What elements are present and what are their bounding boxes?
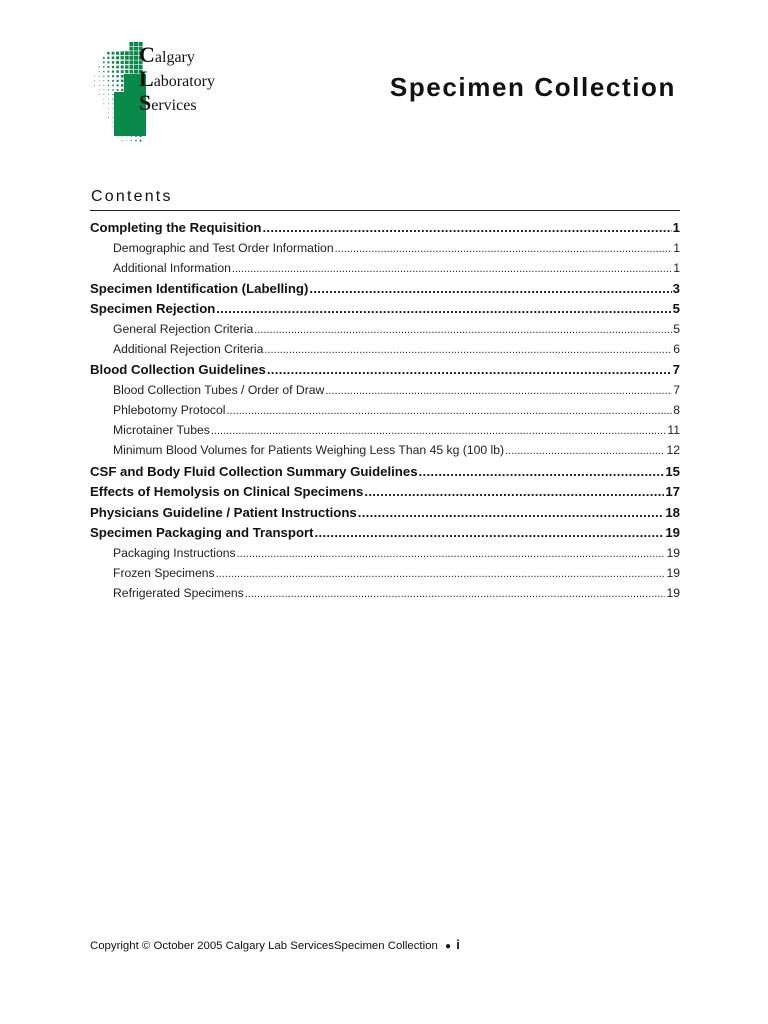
toc-page-number: 1 xyxy=(672,220,680,235)
logo-pixel xyxy=(130,89,133,92)
logo-pixel xyxy=(126,122,127,123)
logo-pixel xyxy=(112,80,114,82)
logo-pixel xyxy=(135,126,137,128)
logo-pixel xyxy=(131,126,133,128)
logo-pixel xyxy=(108,99,109,100)
logo-pixel xyxy=(112,56,115,59)
logo-pixel xyxy=(107,57,109,59)
logo-pixel xyxy=(116,75,118,77)
table-of-contents xyxy=(90,220,680,606)
logo-pixel xyxy=(134,84,138,88)
logo-pixel xyxy=(125,51,129,55)
toc-entry[interactable] xyxy=(90,505,680,526)
toc-leader-dots xyxy=(505,443,665,457)
logo-pixel xyxy=(125,56,129,60)
logo-pixel xyxy=(134,42,138,46)
toc-page-number: 12 xyxy=(666,443,680,458)
toc-page-number: 6 xyxy=(673,342,680,357)
logo-pixel xyxy=(129,65,133,69)
logo-pixel xyxy=(122,131,123,132)
logo-pixel xyxy=(103,103,104,104)
logo-pixel xyxy=(103,66,105,68)
contents-divider xyxy=(90,210,680,211)
logo-pixel xyxy=(99,94,100,95)
logo-pixel xyxy=(99,71,100,72)
toc-subentry[interactable] xyxy=(90,261,680,281)
logo-pixel xyxy=(126,140,127,141)
toc-leader-dots xyxy=(254,322,672,336)
logo-pixel xyxy=(113,108,114,109)
logo-pixel xyxy=(103,99,104,100)
logo-pixel xyxy=(126,93,128,95)
logo-pixel xyxy=(130,79,133,82)
logo-pixel xyxy=(113,117,114,118)
logo-solid-block xyxy=(114,92,126,136)
logo-pixel xyxy=(134,65,138,69)
toc-leader-dots xyxy=(315,525,665,540)
toc-page-number: 8 xyxy=(673,402,680,417)
logo-pixel xyxy=(135,112,137,114)
toc-leader-dots xyxy=(211,423,666,437)
logo-pixel xyxy=(139,121,142,124)
toc-page-number: 18 xyxy=(665,504,680,520)
toc-entry-label: Phlebotomy Protocol xyxy=(113,402,226,417)
logo-pixel xyxy=(108,113,109,114)
logo-pixel xyxy=(103,71,104,72)
logo-pixel xyxy=(121,103,123,105)
logo-pixel xyxy=(122,117,123,118)
logo-pixel xyxy=(113,103,114,104)
toc-page-number: 19 xyxy=(665,525,680,540)
toc-page-number: 3 xyxy=(672,280,680,296)
logo-pixel xyxy=(116,61,119,64)
logo-pixel xyxy=(121,108,123,110)
logo-pixel xyxy=(121,75,124,78)
logo-pixel xyxy=(134,79,138,83)
logo-pixel xyxy=(108,94,109,95)
logo-pixel xyxy=(129,56,133,60)
toc-entry-label: Additional Rejection Criteria xyxy=(113,342,264,357)
logo-pixel xyxy=(112,66,114,68)
logo-pixel xyxy=(122,140,123,141)
logo-pixel xyxy=(117,108,118,109)
toc-entry-label: Blood Collection Guidelines xyxy=(90,362,266,378)
logo-pixel xyxy=(130,70,134,74)
toc-entry-label: Blood Collection Tubes / Order of Draw xyxy=(113,382,325,397)
logo-pixel xyxy=(126,112,128,114)
toc-subentry[interactable] xyxy=(90,383,680,403)
logo-pixel xyxy=(126,136,127,137)
logo-pixel xyxy=(121,70,124,73)
logo-pixel xyxy=(117,122,118,123)
logo-pixel xyxy=(125,65,128,68)
toc-entry-label: Specimen Packaging and Transport xyxy=(90,525,314,540)
logo-pixel xyxy=(117,80,119,82)
logo-pixel xyxy=(113,113,114,114)
logo-pixel xyxy=(129,60,133,64)
logo-pixel xyxy=(108,71,110,73)
toc-leader-dots xyxy=(226,403,672,417)
logo-pixel xyxy=(108,80,109,81)
logo-pixel xyxy=(122,136,123,137)
logo-pixel xyxy=(117,117,118,118)
toc-entry-label: CSF and Body Fluid Collection Summary Guidelines xyxy=(90,463,418,479)
logo-pixel xyxy=(107,52,109,54)
logo-wordmark xyxy=(139,44,215,116)
logo-pixel xyxy=(121,80,124,83)
logo-pixel xyxy=(117,89,119,91)
logo-pixel xyxy=(94,76,95,77)
toc-leader-dots xyxy=(245,586,666,600)
logo-pixel xyxy=(116,52,119,55)
logo-pixel xyxy=(121,94,123,96)
toc-page-number: 17 xyxy=(665,484,680,499)
logo-pixel xyxy=(103,80,104,81)
logo-pixel xyxy=(112,94,113,95)
logo-pixel xyxy=(117,103,118,104)
toc-leader-dots xyxy=(358,505,665,520)
logo-pixel xyxy=(134,60,138,64)
logo-pixel xyxy=(130,98,133,101)
logo-pixel xyxy=(139,126,141,128)
logo-pixel xyxy=(120,51,124,55)
logo-pixel xyxy=(135,135,137,137)
logo-pixel xyxy=(125,84,128,87)
logo-pixel xyxy=(117,136,118,137)
toc-page-number: 7 xyxy=(672,362,680,378)
logo-pixel xyxy=(103,57,105,59)
logo-pixel xyxy=(103,85,104,86)
toc-entry[interactable] xyxy=(90,220,680,241)
toc-leader-dots xyxy=(267,362,672,377)
logo-pixel xyxy=(126,117,128,119)
logo-pixel xyxy=(135,140,136,141)
logo-pixel xyxy=(126,107,128,109)
logo-pixel xyxy=(107,66,109,68)
toc-leader-dots xyxy=(216,301,671,316)
toc-entry-label: General Rejection Criteria xyxy=(113,321,254,336)
logo-pixel xyxy=(113,122,114,123)
toc-page-number: 11 xyxy=(667,423,680,438)
toc-subentry[interactable] xyxy=(90,566,680,586)
toc-subentry[interactable] xyxy=(90,546,680,566)
toc-leader-dots xyxy=(216,566,666,580)
logo-pixel xyxy=(99,66,100,67)
logo-pixel xyxy=(130,112,132,114)
logo-pixel xyxy=(120,56,123,59)
calgary-lab-services-logo xyxy=(88,42,238,148)
toc-entry[interactable] xyxy=(90,525,680,546)
logo-pixel xyxy=(129,47,133,51)
logo-pixel xyxy=(126,126,127,127)
toc-entry-label: Refrigerated Specimens xyxy=(113,585,244,600)
logo-pixel xyxy=(112,75,114,77)
toc-leader-dots xyxy=(364,484,664,499)
logo-line-services: Services xyxy=(139,90,197,115)
logo-pixel xyxy=(108,85,109,86)
toc-entry[interactable] xyxy=(90,281,680,302)
logo-pixel xyxy=(103,90,104,91)
logo-pixel xyxy=(121,84,123,86)
toc-entry-label: Additional Information xyxy=(113,260,231,275)
toc-entry-label: Completing the Requisition xyxy=(90,220,262,235)
logo-pixel xyxy=(108,103,109,104)
logo-pixel xyxy=(130,117,132,119)
logo-pixel xyxy=(126,98,128,100)
logo-pixel xyxy=(121,61,124,64)
logo-pixel xyxy=(125,61,129,65)
logo-pixel xyxy=(117,131,118,132)
logo-pixel xyxy=(125,70,128,73)
logo-pixel xyxy=(134,74,138,78)
logo-pixel xyxy=(126,103,128,105)
logo-pixel xyxy=(99,80,100,81)
toc-subentry[interactable] xyxy=(90,403,680,423)
logo-pixel xyxy=(117,126,118,127)
logo-pixel xyxy=(103,94,104,95)
toc-entry[interactable] xyxy=(90,464,680,485)
logo-pixel xyxy=(131,131,132,132)
logo-pixel xyxy=(112,99,113,100)
logo-pixel xyxy=(108,75,110,77)
footer-text: October 2005 Calgary Lab ServicesSpecimen Collection xyxy=(153,940,438,952)
logo-pixel xyxy=(134,98,137,101)
logo-line-calgary: Calgary xyxy=(139,42,195,67)
toc-page-number: 19 xyxy=(666,585,680,600)
logo-pixel xyxy=(125,75,128,78)
logo-pixel xyxy=(117,113,118,114)
logo-pixel xyxy=(134,51,138,55)
logo-pixel xyxy=(134,93,137,96)
logo-pixel xyxy=(117,94,119,96)
toc-leader-dots xyxy=(419,464,665,479)
copyright-symbol: © xyxy=(141,940,151,952)
logo-pixel xyxy=(131,140,132,141)
logo-pixel xyxy=(116,56,119,59)
logo-pixel xyxy=(116,70,119,73)
toc-page-number: 5 xyxy=(673,321,680,336)
logo-pixel xyxy=(121,89,123,91)
logo-pixel xyxy=(126,131,127,132)
logo-pixel xyxy=(116,66,119,69)
toc-subentry[interactable] xyxy=(90,322,680,342)
toc-subentry[interactable] xyxy=(90,443,680,463)
document-title: Specimen Collection xyxy=(389,72,676,102)
logo-pixel xyxy=(122,112,123,113)
toc-entry-label: Minimum Blood Volumes for Patients Weighing Less Than 45 kg (100 lb) xyxy=(113,443,505,458)
logo-pixel xyxy=(134,88,137,91)
toc-page-number: 7 xyxy=(673,382,680,397)
logo-pixel xyxy=(135,102,138,105)
toc-page-number: 1 xyxy=(673,240,680,255)
toc-entry-label: Microtainer Tubes xyxy=(113,423,210,438)
toc-leader-dots xyxy=(309,281,671,296)
toc-leader-dots xyxy=(325,383,672,397)
toc-entry-label: Frozen Specimens xyxy=(113,565,215,580)
logo-pixel xyxy=(129,51,133,55)
logo-pixel xyxy=(112,71,114,73)
logo-pixel xyxy=(112,85,114,87)
logo-pixel xyxy=(125,79,128,82)
toc-leader-dots xyxy=(232,261,672,275)
logo-pixel xyxy=(130,103,132,105)
toc-subentry[interactable] xyxy=(90,586,680,606)
toc-entry-label: Specimen Rejection xyxy=(90,301,216,317)
contents-heading: Contents xyxy=(91,188,173,205)
toc-page-number: 15 xyxy=(665,463,680,479)
logo-pixel xyxy=(122,122,123,123)
logo-pixel xyxy=(140,130,142,132)
footer-page-number: i xyxy=(456,937,460,952)
logo-pixel xyxy=(103,62,105,64)
logo-pixel xyxy=(112,61,114,63)
logo-pixel xyxy=(94,80,95,81)
toc-entry[interactable] xyxy=(90,301,680,322)
logo-pixel xyxy=(108,117,109,118)
footer-copyright-label: Copyright xyxy=(90,940,139,952)
toc-page-number: 5 xyxy=(672,301,680,317)
logo-pixel xyxy=(99,90,100,91)
logo-line-laboratory: Laboratory xyxy=(139,66,215,91)
logo-pixel xyxy=(113,126,114,127)
toc-entry-label: Specimen Identification (Labelling) xyxy=(90,280,309,296)
logo-pixel xyxy=(130,74,133,77)
logo-pixel xyxy=(130,84,133,87)
toc-entry[interactable] xyxy=(90,362,680,383)
logo-pixel xyxy=(135,116,137,118)
toc-entry-label: Demographic and Test Order Information xyxy=(113,240,334,255)
logo-pixel xyxy=(107,61,109,63)
logo-pixel xyxy=(131,135,132,136)
logo-pixel xyxy=(135,130,137,132)
page-footer xyxy=(90,937,460,952)
logo-pixel xyxy=(122,126,123,127)
logo-pixel xyxy=(99,76,100,77)
logo-pixel xyxy=(130,107,132,109)
toc-subentry[interactable] xyxy=(90,241,680,261)
logo-pixel xyxy=(140,140,142,142)
logo-pixel xyxy=(129,42,133,46)
logo-pixel xyxy=(103,76,104,77)
logo-pixel xyxy=(99,85,100,86)
logo-pixel xyxy=(112,89,113,90)
toc-entry[interactable] xyxy=(90,484,680,505)
logo-pixel xyxy=(134,70,138,74)
logo-pixel xyxy=(140,135,142,137)
logo-pixel xyxy=(121,65,124,68)
logo-pixel xyxy=(94,85,95,86)
logo-pixel xyxy=(134,47,138,51)
toc-leader-dots xyxy=(335,241,673,255)
toc-entry-label: Packaging Instructions xyxy=(113,545,236,560)
logo-pixel xyxy=(121,98,123,100)
toc-subentry[interactable] xyxy=(90,342,680,362)
toc-leader-dots xyxy=(264,342,672,356)
toc-leader-dots xyxy=(262,220,671,235)
footer-bullet: ● xyxy=(444,941,452,952)
logo-pixel xyxy=(135,121,137,123)
logo-pixel xyxy=(117,98,118,99)
toc-entry-label: Physicians Guideline / Patient Instructions xyxy=(90,504,357,520)
toc-page-number: 1 xyxy=(673,260,680,275)
toc-leader-dots xyxy=(237,546,666,560)
logo-pixel xyxy=(131,121,133,123)
logo-pixel xyxy=(135,107,138,110)
logo-pixel xyxy=(108,108,109,109)
logo-pixel xyxy=(139,116,142,119)
toc-page-number: 19 xyxy=(666,565,680,580)
toc-entry-label: Effects of Hemolysis on Clinical Specimens xyxy=(90,484,364,499)
logo-pixel xyxy=(112,52,115,55)
toc-page-number: 19 xyxy=(666,545,680,560)
logo-pixel xyxy=(126,89,129,92)
logo-pixel xyxy=(117,84,119,86)
toc-subentry[interactable] xyxy=(90,423,680,443)
logo-pixel xyxy=(134,56,138,60)
logo-pixel xyxy=(130,93,133,96)
logo-pixel xyxy=(108,89,109,90)
